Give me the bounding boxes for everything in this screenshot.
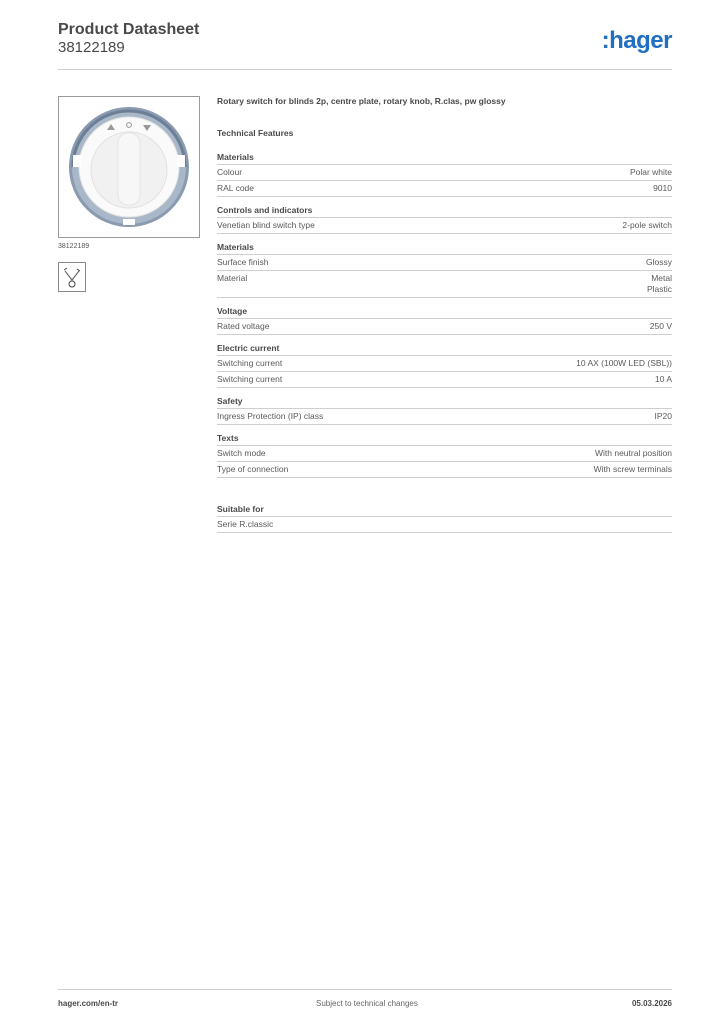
page-header [58, 21, 672, 70]
spec-row: Switching current 10 AX (100W LED (SBL)) [217, 356, 672, 372]
section-title: Materials [217, 152, 672, 165]
image-caption: 38122189 [58, 243, 90, 250]
footer-date: 05.03.2026 [631, 999, 672, 1008]
section-suitable-for [217, 504, 672, 533]
page-title: Product Datasheet [58, 21, 200, 38]
rotary-switch-illustration [59, 97, 199, 237]
spec-row: Rated voltage 250 V [217, 319, 672, 335]
page-footer [58, 989, 672, 1008]
spec-row: Venetian blind switch type 2-pole switch [217, 218, 672, 234]
section-title: Texts [217, 433, 672, 446]
website-link[interactable]: hager.com/en-tr [58, 999, 119, 1008]
section-title: Safety [217, 396, 672, 409]
section-electric-current [217, 343, 672, 388]
spec-row: Surface finish Glossy [217, 255, 672, 271]
section-voltage [217, 306, 672, 335]
section-title: Materials [217, 242, 672, 255]
product-image [58, 96, 200, 238]
hager-logo: :hager [601, 27, 672, 54]
spec-row: Serie R.classic [217, 517, 672, 533]
datasheet-content [217, 96, 672, 541]
section-controls [217, 205, 672, 234]
spec-row: Colour Polar white [217, 165, 672, 181]
spec-row: Switch mode With neutral position [217, 446, 672, 462]
spec-row: Material Metal Plastic [217, 271, 672, 298]
product-description: Rotary switch for blinds 2p, centre plate, rotary knob, R.clas, pw glossy [217, 96, 506, 106]
section-safety [217, 396, 672, 425]
spec-row: Ingress Protection (IP) class IP20 [217, 409, 672, 425]
footer-note: Subject to technical changes [316, 999, 418, 1008]
section-title: Controls and indicators [217, 205, 672, 218]
switch-symbol-icon [58, 262, 86, 292]
section-title: Electric current [217, 343, 672, 356]
section-materials [217, 152, 672, 197]
spec-row: RAL code 9010 [217, 181, 672, 197]
spec-row: Type of connection With screw terminals [217, 462, 672, 478]
section-materials-2 [217, 242, 672, 298]
spec-row: Switching current 10 A [217, 372, 672, 388]
section-title: Voltage [217, 306, 672, 319]
section-title: Suitable for [217, 504, 672, 517]
technical-features-heading: Technical Features [217, 128, 294, 138]
article-number: 38122189 [58, 39, 125, 56]
section-texts [217, 433, 672, 478]
